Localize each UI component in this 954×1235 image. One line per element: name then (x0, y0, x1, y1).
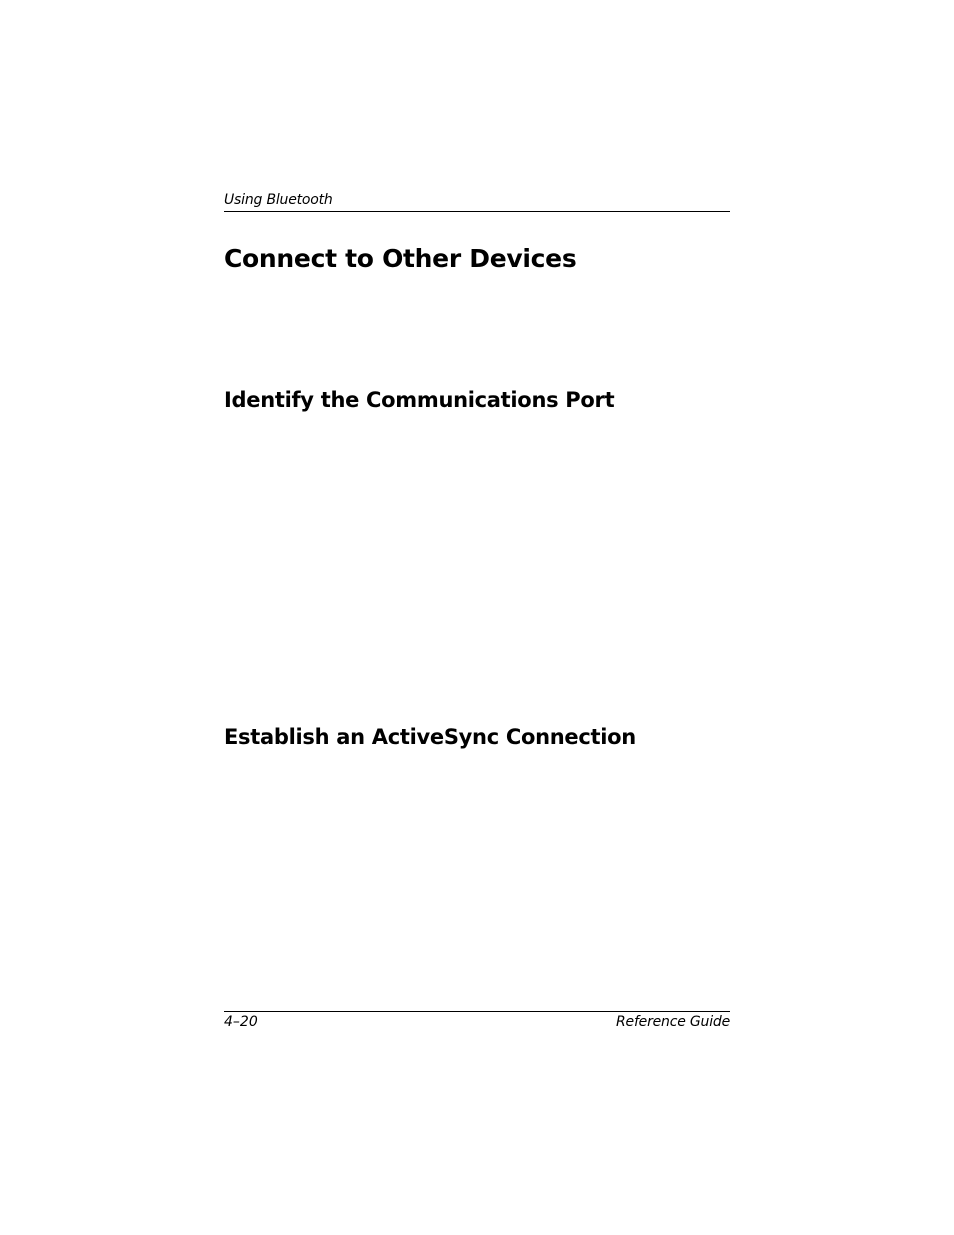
subsection-title-communications-port: Identify the Communications Port (224, 388, 615, 412)
section-title: Connect to Other Devices (224, 244, 577, 273)
subsection-title-activesync-connection: Establish an ActiveSync Connection (224, 725, 636, 749)
header-divider (224, 211, 730, 212)
footer-divider (224, 1011, 730, 1012)
running-header: Using Bluetooth (224, 192, 333, 208)
page-number: 4–20 (224, 1014, 258, 1030)
footer-document-title: Reference Guide (616, 1014, 730, 1030)
